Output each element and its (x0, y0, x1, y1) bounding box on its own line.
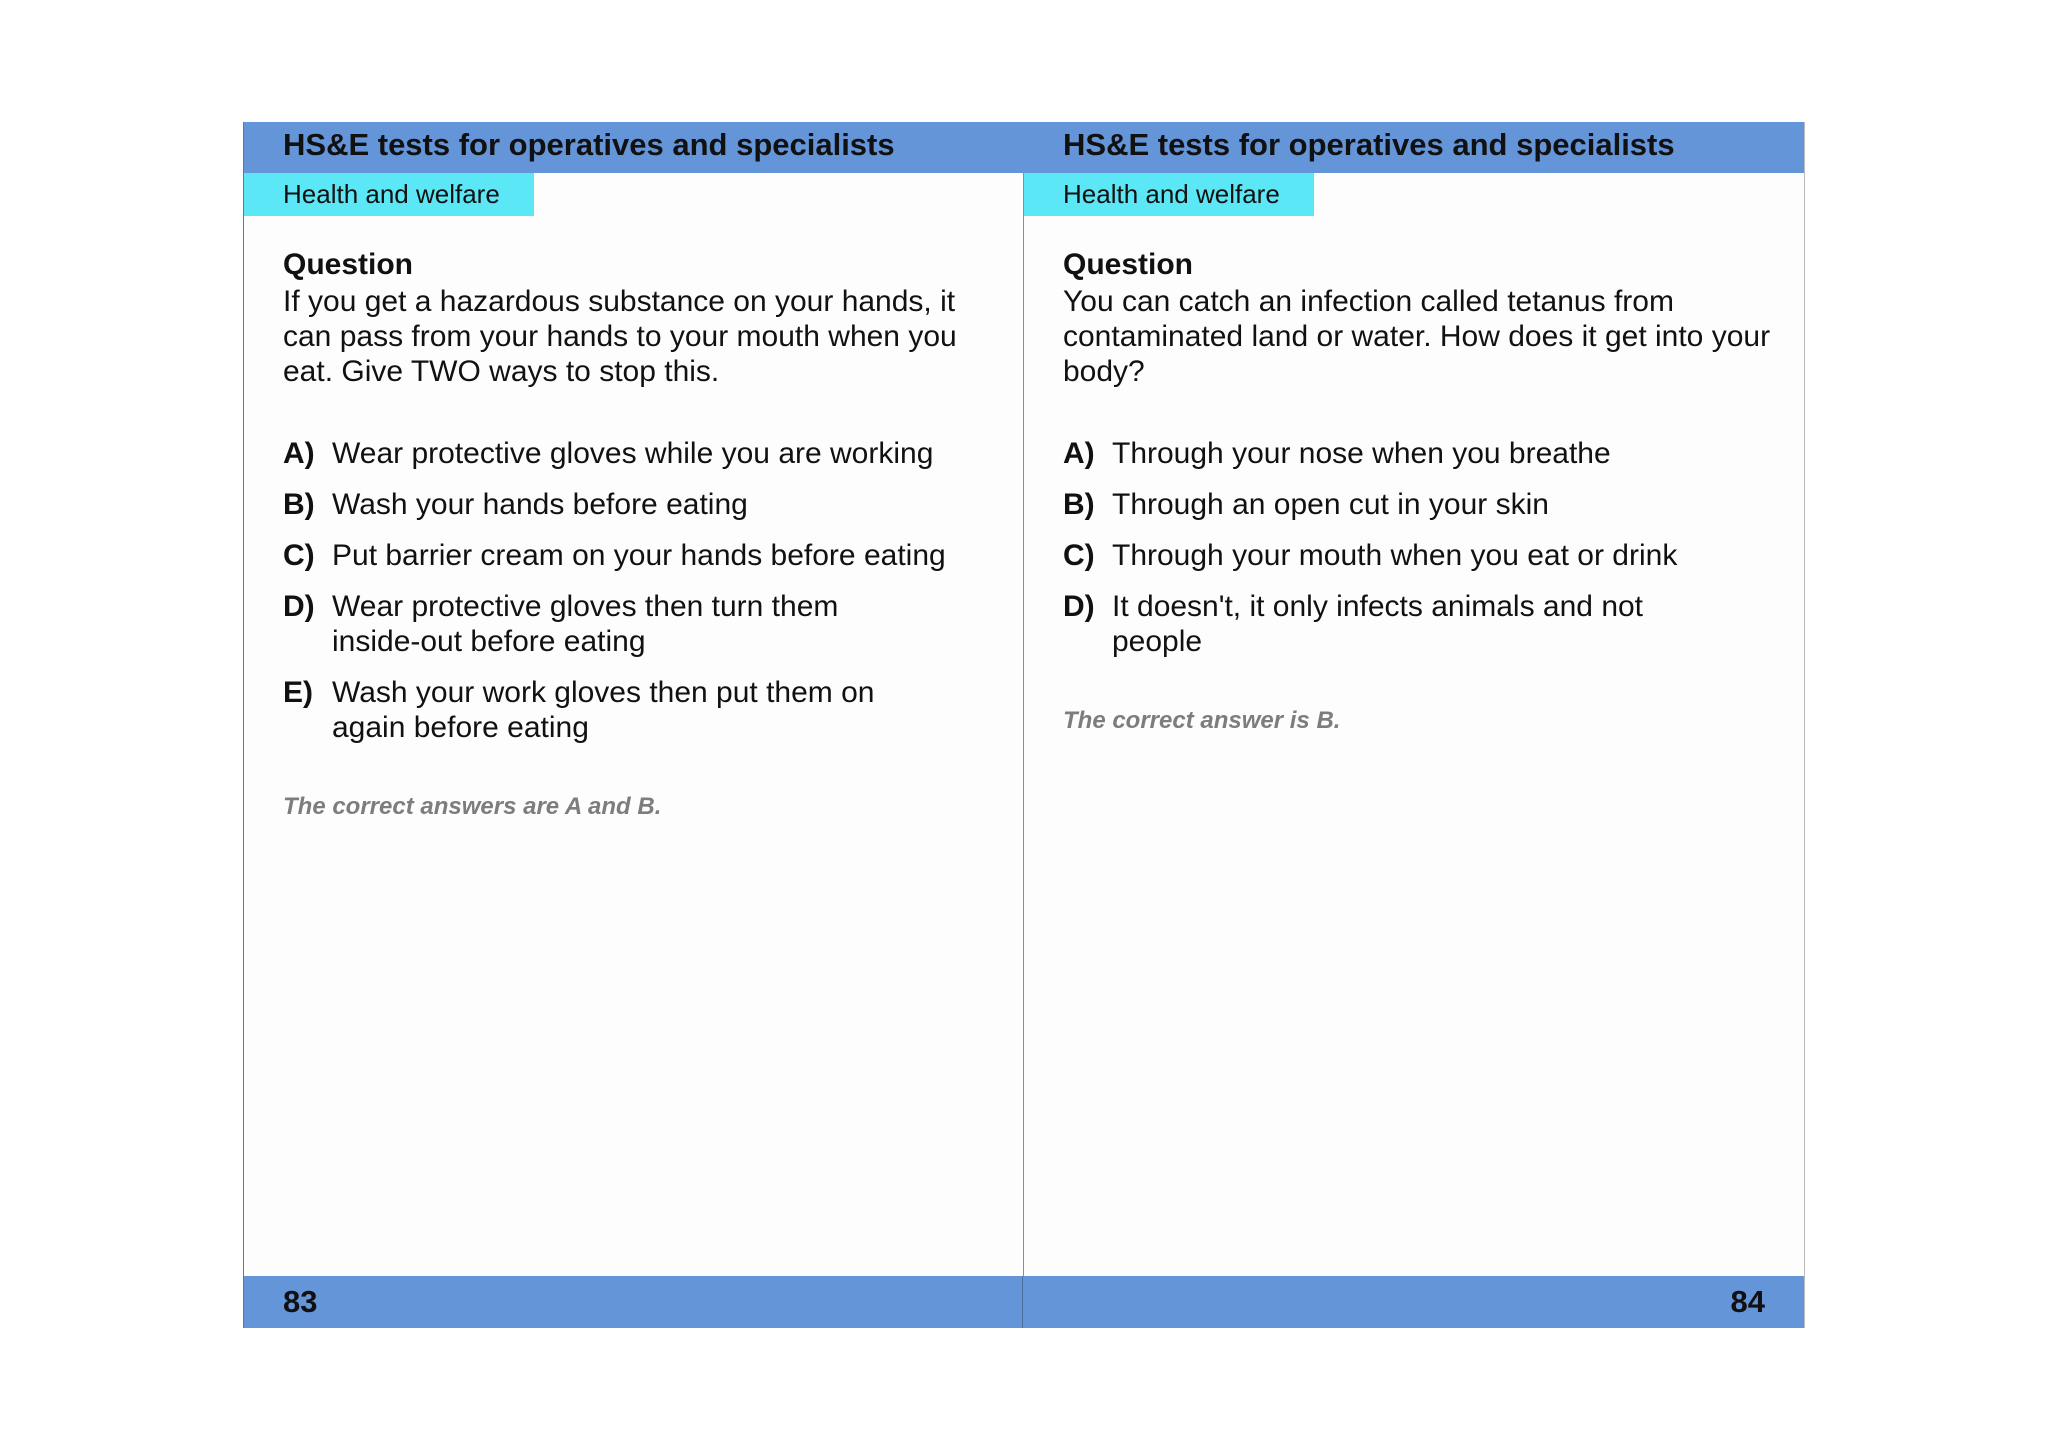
question-text: You can catch an infection called tetanus from contaminated land or water. How does it get into your body? (1063, 285, 1771, 388)
option-letter: C) (283, 539, 315, 572)
option-c (1063, 538, 1773, 573)
page-footer (244, 1276, 1023, 1328)
page-right (1024, 122, 1805, 1328)
option-text: Wash your work gloves then put them on again before eating (332, 676, 875, 744)
option-letter: E) (283, 676, 313, 709)
page-header (244, 122, 1023, 173)
option-letter: D) (283, 590, 315, 623)
option-text: Through an open cut in your skin (1112, 488, 1549, 521)
option-letter: A) (1063, 437, 1095, 470)
question-content (1063, 246, 1773, 735)
page-number: 83 (283, 1284, 318, 1319)
question-content (283, 246, 993, 821)
section-tab (244, 173, 534, 216)
page-footer (1024, 1276, 1804, 1328)
option-b (283, 487, 993, 522)
page-left (243, 122, 1024, 1328)
question-text: If you get a hazardous substance on your hands, it can pass from your hands to your mouth when you eat. Give TWO ways to stop this. (283, 285, 957, 388)
option-text: Wear protective gloves then turn them inside-out before eating (332, 590, 839, 658)
correct-answer: The correct answers are A and B. (283, 793, 662, 820)
correct-answer: The correct answer is B. (1063, 707, 1341, 734)
option-text: Through your nose when you breathe (1112, 437, 1611, 470)
section-tab (1024, 173, 1314, 216)
answer-options (283, 436, 993, 745)
option-a (1063, 436, 1773, 471)
option-e (283, 675, 993, 745)
option-text: Put barrier cream on your hands before eating (332, 539, 946, 572)
option-letter: C) (1063, 539, 1095, 572)
option-letter: A) (283, 437, 315, 470)
option-c (283, 538, 993, 573)
option-d (1063, 589, 1773, 659)
option-text: Through your mouth when you eat or drink (1112, 539, 1678, 572)
book-spread (243, 122, 1805, 1328)
option-a (283, 436, 993, 471)
page-number: 84 (1730, 1284, 1765, 1319)
answer-options (1063, 436, 1773, 659)
option-letter: B) (1063, 488, 1095, 521)
option-letter: D) (1063, 590, 1095, 623)
option-b (1063, 487, 1773, 522)
option-d (283, 589, 993, 659)
option-text: Wear protective gloves while you are working (332, 437, 934, 470)
option-text: It doesn't, it only infects animals and not people (1112, 590, 1644, 658)
section-label: Health and welfare (283, 179, 500, 209)
header-title: HS&E tests for operatives and specialists (1063, 127, 1675, 162)
option-text: Wash your hands before eating (332, 488, 748, 521)
section-label: Health and welfare (1063, 179, 1280, 209)
question-heading: Question (283, 248, 414, 281)
option-letter: B) (283, 488, 315, 521)
page-header (1024, 122, 1804, 173)
question-heading: Question (1063, 248, 1194, 281)
header-title: HS&E tests for operatives and specialists (283, 127, 895, 162)
